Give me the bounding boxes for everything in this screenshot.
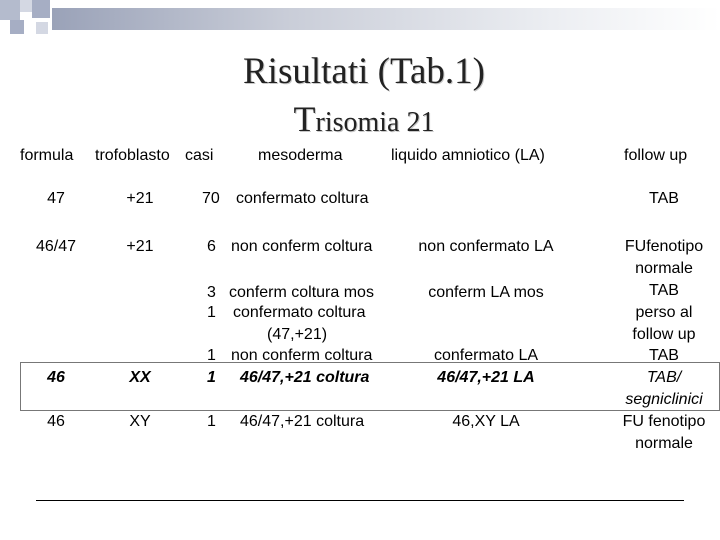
decor-square-1 xyxy=(0,0,20,20)
cell-follow: normale xyxy=(635,260,693,277)
cell-liquido: 46/47,+21 LA xyxy=(437,369,535,386)
subtitle-initial: T xyxy=(293,99,316,139)
cell-trofoblasto: +21 xyxy=(126,190,154,207)
decor-square-4 xyxy=(10,20,24,34)
cell-mesoderma: conferm coltura mos xyxy=(229,284,374,301)
cell-formula: 47 xyxy=(47,190,65,207)
cell-liquido: 46,XY LA xyxy=(452,413,520,430)
decor-square-2 xyxy=(20,0,32,12)
header-gradient xyxy=(52,8,720,30)
cell-casi: 1 xyxy=(207,304,216,321)
cell-mesoderma: confermato coltura xyxy=(233,304,366,321)
cell-follow: normale xyxy=(635,435,693,452)
header-follow: follow up xyxy=(624,147,688,164)
cell-follow: FUfenotipo xyxy=(624,238,704,255)
cell-formula: 46 xyxy=(47,369,65,386)
header-liquido: liquido amniotico (LA) xyxy=(391,147,545,164)
cell-follow: TAB xyxy=(649,347,679,364)
cell-casi: 1 xyxy=(207,413,216,430)
slide-subtitle xyxy=(4,98,720,140)
cell-casi: 3 xyxy=(207,284,216,301)
cell-liquido: conferm LA mos xyxy=(428,284,544,301)
cell-follow: FU fenotipo xyxy=(622,413,706,430)
decor-square-3 xyxy=(32,0,50,18)
cell-casi: 1 xyxy=(207,347,216,364)
cell-mesoderma: 46/47,+21 coltura xyxy=(240,413,365,430)
cell-trofoblasto: XY xyxy=(129,413,151,430)
cell-trofoblasto: +21 xyxy=(126,238,154,255)
bottom-rule xyxy=(36,500,684,501)
cell-casi: 70 xyxy=(202,190,220,207)
header-mesoderma: mesoderma xyxy=(258,147,343,164)
cell-casi: 6 xyxy=(207,238,216,255)
cell-mesoderma: non conferm coltura xyxy=(231,347,373,364)
cell-follow: segniclinici xyxy=(625,391,703,408)
header-formula: formula xyxy=(20,147,74,164)
header-casi: casi xyxy=(185,147,214,164)
cell-mesoderma: (47,+21) xyxy=(267,326,328,343)
cell-mesoderma: non conferm coltura xyxy=(231,238,373,255)
decorative-header-bar xyxy=(0,0,720,36)
cell-follow: perso al xyxy=(635,304,693,321)
cell-mesoderma: confermato coltura xyxy=(236,190,369,207)
cell-follow: TAB xyxy=(649,282,679,299)
cell-liquido: confermato LA xyxy=(433,347,539,364)
cell-follow: TAB xyxy=(649,190,679,207)
cell-mesoderma: 46/47,+21 coltura xyxy=(240,369,370,386)
subtitle-rest: risomia 21 xyxy=(315,107,435,138)
slide-title: Risultati (Tab.1) xyxy=(243,51,485,92)
cell-liquido: non confermato LA xyxy=(418,238,554,255)
cell-follow: follow up xyxy=(632,326,696,343)
cell-formula: 46 xyxy=(47,413,65,430)
cell-follow: TAB/ xyxy=(646,369,682,386)
header-trofoblasto: trofoblasto xyxy=(95,147,170,164)
cell-trofoblasto: XX xyxy=(129,369,151,386)
cell-formula: 46/47 xyxy=(35,238,77,255)
cell-casi: 1 xyxy=(207,369,216,386)
decor-square-5 xyxy=(36,22,48,34)
